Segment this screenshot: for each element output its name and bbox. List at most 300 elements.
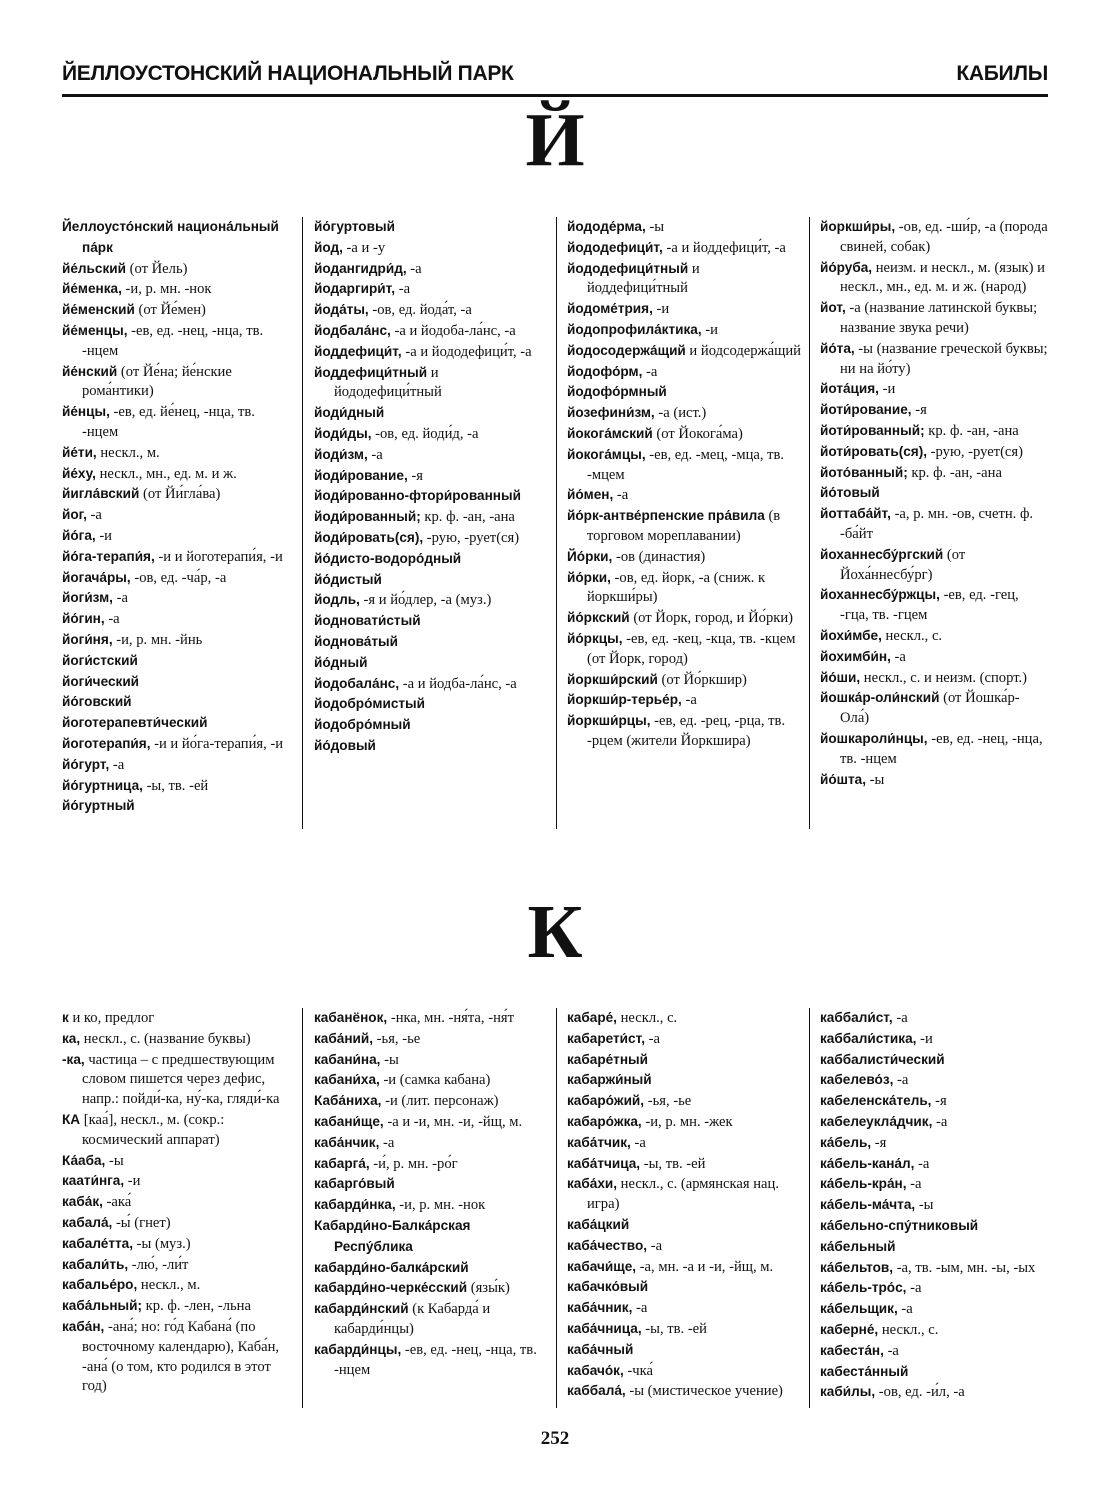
headword: йе́ти, [62,444,97,460]
headword: йо́гин, [62,611,105,627]
headword: йоддефици́т, [314,343,402,359]
dictionary-entry [567,1298,801,1319]
dictionary-entry [820,1299,1048,1320]
dictionary-entry [314,300,546,321]
dictionary-entry [62,588,290,609]
dictionary-entry [567,1257,801,1278]
headword: йоти́ровать(ся), [820,443,928,459]
headword: йоханнесбу́ржцы, [820,587,940,603]
headword: йоготерапевти́ческий [62,715,208,731]
entry-grammar: -а и -и, мн. -и, -йщ, м. [383,1113,523,1130]
dictionary-entry [567,1133,801,1154]
dictionary-entry [820,647,1048,668]
dictionary-entry [567,1381,801,1402]
dictionary-entry [314,1195,546,1216]
dictionary-entry [314,279,546,300]
dictionary-entry [314,549,546,570]
entry-grammar: -ья, -ье [373,1030,421,1047]
headword: йокога́мцы, [567,446,646,462]
dictionary-entry [62,259,290,280]
dictionary-entry [314,486,546,507]
dictionary-entry [567,403,801,424]
headword: каба́льный; [62,1298,143,1314]
entry-grammar: (от Йорк, город, и Йо́рки) [629,610,793,627]
entry-grammar: -а [647,1237,663,1254]
entry-grammar: нескл., с. (армянская нац. игра) [587,1176,779,1213]
dictionary-entry [567,690,801,711]
section-letter-second: К [527,890,583,974]
dictionary-entry [567,608,801,629]
entry-grammar: -ов, ед. -ча́р, -а [130,569,227,586]
entry-grammar: -лю́, -ли́т [128,1256,189,1273]
entry-grammar: -а (название латинской буквы; название звука речи) [840,300,1038,336]
headword: кабарди́нка, [314,1197,396,1213]
entry-grammar: -ов, ед. -ши́р, -а (порода свиней, собак) [840,219,1048,255]
entry-grammar: -ов, ед. йоди́д, -а [371,425,479,442]
dictionary-entry [820,1070,1048,1091]
entry-grammar: -рую, -рует(ся) [423,529,520,546]
headword: йо́дисто-водоро́дный [314,550,462,566]
headword: кабеста́нный [820,1363,909,1379]
headword: каберне́, [820,1321,879,1337]
dictionary-entry [314,1258,546,1279]
dictionary-entry [567,341,801,362]
dictionary-entry [314,403,546,424]
headword: йододефици́т, [567,239,663,255]
dictionary-entry [820,1278,1048,1299]
headword: каба́цкий [567,1216,630,1232]
headword: йоханнесбу́ргский [820,546,944,562]
headword: йоднова́тый [314,633,398,649]
entry-grammar: кр. ф. -ан, -ана [924,422,1019,439]
dictionary-entry [820,339,1048,380]
headword: йокога́мский [567,425,653,441]
dictionary-entry [314,445,546,466]
dictionary-entry [62,1171,290,1192]
entry-grammar: -и, р. мн. -нок [395,1197,486,1214]
dictionary-entry [567,711,801,752]
column-1 [62,1008,290,1397]
entry-grammar: нескл., м. [96,444,160,461]
headword: йоги́стский [62,652,138,668]
headword: кабани́на, [314,1051,381,1067]
headword: йоркши́ры, [820,219,896,234]
headword: каба́н, [62,1318,105,1334]
dictionary-entry [314,1340,546,1381]
headword: йе́ху, [62,465,96,481]
entry-grammar: -а [406,260,422,277]
dictionary-entry [314,424,546,445]
dictionary-entry [62,692,290,713]
dictionary-entry [567,217,801,238]
entry-grammar: -а [897,1301,913,1318]
headword: йе́нский [62,363,118,379]
entry-grammar: -ы (мистическое учение) [625,1383,783,1400]
entry-grammar: -а и йододефици́т, -а [401,343,532,360]
headword: йододефици́тный [567,260,689,276]
dictionary-entry [314,674,546,695]
headword: кабачко́вый [567,1279,649,1295]
headword: кабани́ха, [314,1072,380,1088]
entry-grammar: -ев, ед. -рец, -рца, тв. -рцем (жители Йоркшира) [587,713,786,749]
headword: каббалисти́ческий [820,1051,945,1067]
entry-grammar: нескл., с. [878,1321,939,1338]
entry-grammar: -ов, ед. -и́л, -а [875,1384,965,1401]
headword: йог, [62,507,87,523]
headword: йо́ши, [820,669,861,685]
entry-grammar: -я [871,1134,887,1151]
dictionary-entry [820,483,1048,504]
dictionary-entry [314,238,546,259]
entry-grammar: (от Йоха́ннесбу́рг) [840,546,966,583]
dictionary-entry [314,1278,546,1299]
headword: кабеста́н, [820,1342,884,1358]
entry-grammar: кр. ф. -ан, -ана [420,509,515,526]
dictionary-entry [62,547,290,568]
dictionary-entry [314,694,546,715]
dictionary-entry [820,668,1048,689]
dictionary-entry [62,526,290,547]
column-3 [567,1008,801,1402]
dictionary-entry [62,672,290,693]
headword: ка́бельщик, [820,1301,898,1317]
dictionary-entry [567,320,801,341]
dictionary-entry [314,1070,546,1091]
headword: йо́га-терапи́я, [62,548,155,564]
dictionary-entry [62,402,290,443]
entry-grammar: -ев, ед. -мец, -мца, тв. -мцем [587,446,785,483]
dictionary-entry [62,1275,290,1296]
dictionary-entry [567,629,801,670]
dictionary-entry [62,300,290,321]
headword: йот, [820,300,846,316]
dictionary-entry [820,1154,1048,1175]
headword: йоди́рованный; [314,509,421,525]
entry-grammar: -ы [866,771,885,788]
entry-grammar: -ы, тв. -ей [640,1155,706,1172]
dictionary-entry [567,506,801,547]
header-left-guide-word: ЙЕЛЛОУСТОНСКИЙ НАЦИОНАЛЬНЫЙ ПАРК [62,62,514,85]
headword: кабарди́нский [314,1301,409,1317]
entry-grammar: -ев, ед. йе́нец, -нца, тв. -нцем [82,404,255,440]
dictionary-entry [314,570,546,591]
entry-grammar: (от Йель) [126,260,188,277]
entry-grammar: (от Йе́на; йе́нские рома́нтики) [82,363,232,400]
entry-grammar: -а и йодба-ла́нс, -а [399,675,517,692]
dictionary-entry [62,1213,290,1234]
entry-grammar: -а [104,611,120,628]
headword: ка́бельтов, [820,1259,894,1275]
entry-grammar: и йоддефици́тный [587,260,700,297]
headword: йодбала́нс, [314,322,391,338]
headword: йохи́мбе, [820,627,882,643]
entry-grammar: -а [86,507,102,524]
dictionary-entry [820,379,1048,400]
headword: ка, [62,1030,81,1046]
column-1 [62,217,290,817]
dictionary-section-second [62,1008,1048,1408]
entry-grammar: -а [932,1113,948,1130]
dictionary-entry [567,424,801,445]
headword: йо́довый [314,737,376,753]
dictionary-entry [62,464,290,485]
headword: кабарго́вый [314,1176,395,1192]
dictionary-entry [820,770,1048,791]
dictionary-entry [567,1361,801,1382]
entry-grammar: -ы, тв. -ей [142,777,209,794]
headword: йодосодержа́щий [567,342,686,358]
headword: кабаро́жий, [567,1093,645,1109]
dictionary-entry [62,651,290,672]
dictionary-entry [62,568,290,589]
dictionary-entry [820,545,1048,586]
entry-grammar: -ев, ед. -гец, -гца, тв. -гцем [840,587,1019,624]
entry-grammar: -а [632,1300,648,1317]
headword: каати́нга, [62,1173,125,1189]
headword: каба́чник, [567,1300,633,1316]
entry-grammar: -и и йо́га-терапи́я, -и [150,735,284,752]
dictionary-entry [567,547,801,568]
entry-grammar: кр. ф. -лен, -льна [142,1298,251,1315]
dictionary-entry [820,421,1048,442]
dictionary-entry [62,1029,290,1050]
dictionary-entry [314,321,546,342]
dictionary-entry [314,1050,546,1071]
headword: йодопрофила́ктика, [567,321,702,337]
entry-grammar: -чка́ [623,1362,653,1379]
column-2 [314,217,546,757]
headword: каба́к, [62,1194,103,1210]
dictionary-entry [314,363,546,404]
headword: йохимби́н, [820,648,891,664]
headword: йодофо́рмный [567,384,667,400]
headword: йо́говский [62,694,132,710]
entry-grammar: -а [883,1342,899,1359]
entry-grammar: -ы [915,1197,934,1214]
headword: йоркши́рский [567,671,658,687]
dictionary-entry [314,1174,546,1195]
headword: йота́ция, [820,381,879,397]
section-letter-first: Й [525,98,585,182]
dictionary-entry [820,1237,1048,1258]
headword: кабаре́тный [567,1051,649,1067]
entry-grammar: -и (лит. персонаж) [381,1093,499,1110]
headword: йо́рк-антве́рпенские пра́вила [567,508,765,524]
column-4 [820,1008,1048,1403]
headword: ка́бель-кана́л, [820,1155,915,1171]
headword: каби́лы, [820,1384,876,1400]
dictionary-entry [62,279,290,300]
dictionary-entry [314,217,546,238]
headword: Каба́ниха, [314,1093,382,1109]
entry-grammar: -я [911,402,927,419]
dictionary-entry [314,653,546,674]
dictionary-entry [314,1154,546,1175]
dictionary-entry [567,1174,801,1215]
entry-grammar: -а [914,1155,930,1172]
entry-grammar: -и [878,381,896,398]
headword: кабаре́, [567,1010,617,1025]
headword: йо́та, [820,340,855,356]
dictionary-entry [820,1008,1048,1029]
headword: йодобро́мный [314,717,411,733]
entry-grammar: -и [124,1173,141,1190]
headword: йо́гуртница, [62,777,143,793]
headword: йодобро́мистый [314,696,426,712]
dictionary-entry [567,1319,801,1340]
entry-grammar: -я и йо́длер, -а (муз.) [359,592,492,609]
entry-grammar: -а [893,1072,909,1089]
entry-grammar: (в торговом мореплавании) [587,508,781,544]
dictionary-entry [62,609,290,630]
headword: каббали́стика, [820,1030,917,1046]
dictionary-entry [62,362,290,403]
dictionary-entry [62,1008,290,1029]
headword: йоти́рованный; [820,422,925,438]
headword: каба́чница, [567,1320,642,1336]
dictionary-entry [314,1008,546,1029]
headword: кабала́, [62,1214,113,1230]
entry-grammar: -а [379,1134,395,1151]
headword: йо́гуртовый [314,219,395,234]
entry-grammar: кр. ф. -ан, -ана [907,464,1002,481]
dictionary-entry [314,1216,546,1258]
dictionary-entry [567,1050,801,1071]
dictionary-entry [314,1133,546,1154]
headword: йодофо́рм, [567,363,643,379]
entry-grammar: (от Йи́гла́ва) [139,486,221,503]
entry-grammar: -а [642,363,658,380]
headword: кабани́ще, [314,1113,384,1129]
dictionary-entry [567,362,801,383]
headword: кабеленска́тель, [820,1093,932,1109]
headword: йоддефици́тный [314,364,428,380]
entry-grammar: -и [95,527,112,544]
entry-grammar: нескл., м. [137,1277,201,1294]
headword: кабачи́ще, [567,1258,637,1274]
entry-grammar: -ев, ед. -нец, -нца, тв. -нцем [840,730,1043,767]
headword: йо́руба, [820,259,873,275]
dictionary-entry [62,1255,290,1276]
headword: йода́ты, [314,302,369,318]
headword: йоти́рование, [820,402,912,418]
entry-grammar: -ы [380,1051,399,1068]
headword: ка́бельный [820,1238,896,1254]
entry-grammar: -а [681,692,697,709]
dictionary-entry [820,504,1048,545]
dictionary-entry [820,1258,1048,1279]
dictionary-entry [820,626,1048,647]
headword: кабарети́ст, [567,1030,645,1046]
headword: йо́мен, [567,487,614,503]
dictionary-entry [62,630,290,651]
dictionary-entry [820,1320,1048,1341]
dictionary-entry [62,1317,290,1397]
dictionary-entry [820,463,1048,484]
headword: ка́бель, [820,1134,872,1150]
headword: каббали́ст, [820,1010,893,1025]
entry-grammar: -ев, ед. -нец, -нца, тв. -нцем [334,1341,537,1378]
headword: йодобала́нс, [314,675,400,691]
headword: йогача́ры, [62,569,131,585]
entry-grammar: (от Йе́мен) [134,302,206,319]
headword: Ка́аба, [62,1152,106,1168]
entry-grammar: -и и йоготерапи́я, -и [154,548,283,565]
headword: йошка́р-оли́нский [820,690,940,706]
headword: ка́бель-ма́чта, [820,1197,916,1213]
dictionary-entry [314,528,546,549]
entry-grammar: (к Кабарда́ и кабарди́нцы) [334,1301,491,1337]
entry-grammar: -а и -у [342,239,386,256]
headword: йо́гуртный [62,798,135,814]
headword: йо́рки, [567,569,611,585]
dictionary-entry [314,1091,546,1112]
headword: к [62,1010,69,1025]
dictionary-entry [62,734,290,755]
headword: йе́нцы, [62,404,110,420]
entry-grammar: -ана́; но: го́д Кабана́ (по восточному календарю), Каба́н, -ана́ (о том, кто родился в этот год) [82,1318,280,1395]
dictionary-entry [820,400,1048,421]
dictionary-entry [567,382,801,403]
dictionary-entry [567,299,801,320]
entry-grammar: (язы́к) [467,1280,510,1297]
dictionary-entry [567,1112,801,1133]
entry-grammar: -рую, -рует(ся) [927,443,1023,460]
headword: каба́чный [567,1341,634,1357]
dictionary-entry [62,1050,290,1110]
dictionary-entry [820,1133,1048,1154]
entry-grammar: -а (ист.) [654,405,707,422]
dictionary-entry [62,755,290,776]
headword: кабарди́но-балка́рский [314,1259,469,1275]
headword: йо́гурт, [62,756,110,772]
dictionary-entry [567,568,801,609]
headword: йоди́ровать(ся), [314,529,424,545]
headword: йо́дистый [314,571,382,587]
headword: кабале́тта, [62,1235,133,1251]
entry-grammar: -а [112,590,128,607]
dictionary-entry [314,259,546,280]
headword: ка́бельно-спу́тниковый [820,1217,979,1233]
page-number: 252 [540,1428,570,1449]
dictionary-entry [567,670,801,691]
entry-grammar: -а, тв. -ым, мн. -ы, -ых [893,1259,1036,1276]
headword: йо́товый [820,485,880,501]
dictionary-entry [314,342,546,363]
headword: кабелево́з, [820,1072,894,1088]
entry-grammar: -я [407,467,423,484]
entry-grammar: -а, мн. -а и -и, -йщ, м. [636,1258,774,1275]
dictionary-entry [314,590,546,611]
headword: кабелеукла́дчик, [820,1113,933,1129]
headword: кабали́ть, [62,1256,129,1272]
headword: йе́льский [62,260,126,276]
headword: йоди́дный [314,405,385,421]
dictionary-entry [820,258,1048,299]
dictionary-entry [820,1362,1048,1383]
entry-grammar: -ы (муз.) [133,1235,191,1252]
entry-grammar: [каа́], нескл., м. (сокр.: космический аппарат) [80,1111,225,1148]
headword: каба́тчица, [567,1155,641,1171]
headword: йоги́ческий [62,673,140,689]
entry-grammar: -а [395,281,411,298]
dictionary-entry [820,1341,1048,1362]
headword: йодаргири́т, [314,281,396,297]
entry-grammar: -и́, р. мн. -ро́г [369,1155,458,1172]
entry-grammar: -и [652,301,670,318]
headword: КА [62,1111,81,1127]
headword: каба́чество, [567,1237,648,1253]
